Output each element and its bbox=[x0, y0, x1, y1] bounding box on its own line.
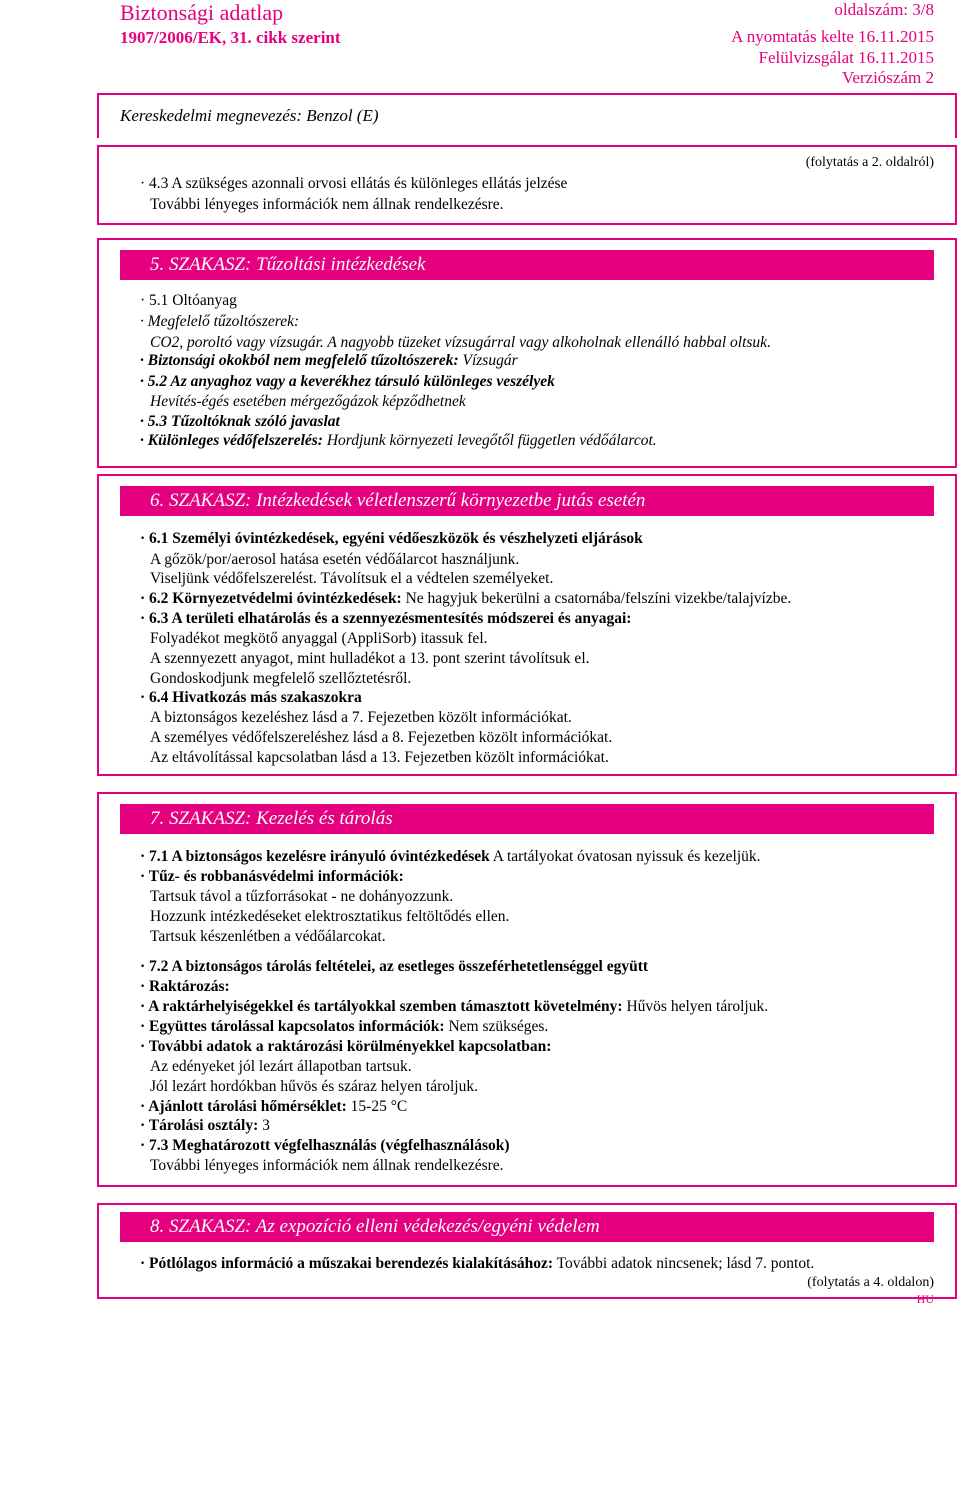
s7-line-8-label: · A raktárhelyiségekkel és tartályokkal szemben támasztott követelmény: bbox=[140, 998, 623, 1015]
s5-line-6: Hevítés-égés esetében mérgezőgázok képződhetnek bbox=[150, 393, 466, 410]
s8-line-1 bbox=[140, 1255, 814, 1273]
language-code: HU bbox=[916, 1292, 934, 1306]
s7-line-13-value: 15-25 °C bbox=[346, 1098, 408, 1115]
s7-line-13-label: · Ajánlott tárolási hőmérséklet: bbox=[140, 1098, 347, 1115]
continued-to: (folytatás a 4. oldalon) bbox=[807, 1275, 934, 1290]
s6-line-4-value: Ne hagyjuk bekerülni a csatornába/felszíni vizekbe/talajvízbe. bbox=[401, 590, 792, 607]
s7-line-11: Az edényeket jól lezárt állapotban tartsuk. bbox=[150, 1058, 412, 1075]
s7-line-14 bbox=[140, 1117, 270, 1135]
s7-line-5: Tartsuk készenlétben a védőálarcokat. bbox=[150, 928, 386, 945]
s4-line-1: · 4.3 A szükséges azonnali orvosi ellátás és különleges ellátás jelzése bbox=[140, 175, 568, 192]
s8-line-1-value: További adatok nincsenek; lásd 7. pontot. bbox=[553, 1255, 815, 1272]
s7-line-1-label: · 7.1 A biztonságos kezelésre irányuló óvintézkedések bbox=[140, 848, 490, 865]
s7-line-10: · További adatok a raktározási körülményekkel kapcsolatban: bbox=[140, 1038, 552, 1055]
trade-name: Kereskedelmi megnevezés: Benzol (E) bbox=[120, 106, 379, 125]
s5-line-5: · 5.2 Az anyaghoz vagy a keverékhez társuló különleges veszélyek bbox=[140, 373, 555, 390]
section-6-title: 6. SZAKASZ: Intézkedések véletlenszerű környezetbe jutás esetén bbox=[120, 486, 934, 516]
s5-line-3: CO2, poroltó vagy vízsugár. A nagyobb tüzeket vízsugárral vagy alkoholnak ellenálló habbal oltsuk. bbox=[150, 334, 771, 351]
section-5-title: 5. SZAKASZ: Tűzoltási intézkedések bbox=[120, 250, 934, 280]
s5-line-8-label: · Különleges védőfelszerelés: bbox=[140, 432, 323, 449]
s4-line-2: További lényeges információk nem állnak rendelkezésre. bbox=[150, 196, 504, 213]
continued-from: (folytatás a 2. oldalról) bbox=[805, 155, 934, 170]
s6-line-9: · 6.4 Hivatkozás más szakaszokra bbox=[140, 689, 362, 706]
s7-line-12: Jól lezárt hordókban hűvös és száraz helyen tároljuk. bbox=[150, 1078, 478, 1095]
s7-line-6: · 7.2 A biztonságos tárolás feltételei, az esetleges összeférhetetlenséggel együtt bbox=[140, 958, 649, 975]
s7-line-1-value: A tartályokat óvatosan nyissuk és kezeljük. bbox=[489, 848, 761, 865]
s6-line-8: Gondoskodjunk megfelelő szellőztetésről. bbox=[150, 670, 412, 687]
s6-line-7: A szennyezett anyagot, mint hulladékot a 13. pont szerint távolítsuk el. bbox=[150, 650, 590, 667]
s5-line-8 bbox=[140, 432, 657, 450]
s5-line-4 bbox=[140, 352, 518, 370]
s6-line-2: A gőzök/por/aerosol hatása esetén védőálarcot használjunk. bbox=[150, 551, 520, 568]
s7-line-8 bbox=[140, 998, 768, 1016]
print-date: A nyomtatás kelte 16.11.2015 bbox=[731, 27, 934, 46]
s6-line-4 bbox=[140, 590, 791, 608]
version: Verziószám 2 bbox=[841, 68, 934, 87]
s7-line-3: Tartsuk távol a tűzforrásokat - ne dohányozzunk. bbox=[150, 888, 454, 905]
s7-line-7: · Raktározás: bbox=[140, 978, 230, 995]
s7-line-16: További lényeges információk nem állnak rendelkezésre. bbox=[150, 1157, 504, 1174]
s6-line-4-label: · 6.2 Környezetvédelmi óvintézkedések: bbox=[140, 590, 402, 607]
s5-line-7: · 5.3 Tűzoltóknak szóló javaslat bbox=[140, 413, 340, 430]
s6-line-11: A személyes védőfelszereléshez lásd a 8. Fejezetben közölt információkat. bbox=[150, 729, 613, 746]
s7-line-13 bbox=[140, 1098, 407, 1116]
s6-line-12: Az eltávolítással kapcsolatban lásd a 13. Fejezetben közölt információkat. bbox=[150, 749, 609, 766]
s7-line-2: · Tűz- és robbanásvédelmi információk: bbox=[140, 868, 404, 885]
s5-line-2: · Megfelelő tűzoltószerek: bbox=[140, 313, 300, 330]
s5-line-4-value: Vízsugár bbox=[458, 352, 518, 369]
s7-line-9-value: Nem szükséges. bbox=[444, 1018, 549, 1035]
s8-line-1-label: · Pótlólagos információ a műszakai berendezés kialakításához: bbox=[140, 1255, 554, 1272]
s7-line-15: · 7.3 Meghatározott végfelhasználás (végfelhasználások) bbox=[140, 1137, 510, 1154]
s7-line-1 bbox=[140, 848, 761, 866]
s6-line-10: A biztonságos kezeléshez lásd a 7. Fejezetben közölt információkat. bbox=[150, 709, 572, 726]
s5-line-1: · 5.1 Oltóanyag bbox=[140, 292, 237, 309]
s6-line-3: Viseljünk védőfelszerelést. Távolítsuk el a védtelen személyeket. bbox=[150, 570, 554, 587]
section-8-title: 8. SZAKASZ: Az expozíció elleni védekezés/egyéni védelem bbox=[120, 1212, 934, 1242]
s7-line-14-label: · Tárolási osztály: bbox=[140, 1117, 259, 1134]
document-title: Biztonsági adatlap bbox=[120, 0, 284, 25]
s7-line-9-label: · Együttes tárolással kapcsolatos információk: bbox=[140, 1018, 445, 1035]
s7-line-4: Hozzunk intézkedéseket elektrosztatikus feltöltődés ellen. bbox=[150, 908, 510, 925]
s6-line-1: · 6.1 Személyi óvintézkedések, egyéni védőeszközök és vészhelyzeti eljárások bbox=[140, 530, 643, 547]
section-7-title: 7. SZAKASZ: Kezelés és tárolás bbox=[120, 804, 934, 834]
page-number: oldalszám: 3/8 bbox=[834, 0, 934, 19]
regulation-ref: 1907/2006/EK, 31. cikk szerint bbox=[120, 28, 341, 47]
s5-line-8-value: Hordjunk környezeti levegőtől független védőálarcot. bbox=[322, 432, 657, 449]
s7-line-14-value: 3 bbox=[258, 1117, 270, 1134]
s6-line-6: Folyadékot megkötő anyaggal (AppliSorb) itassuk fel. bbox=[150, 630, 488, 647]
revision-date: Felülvizsgálat 16.11.2015 bbox=[758, 48, 934, 67]
s7-line-9 bbox=[140, 1018, 548, 1036]
s7-line-8-value: Hűvös helyen tároljuk. bbox=[622, 998, 769, 1015]
s6-line-5: · 6.3 A területi elhatárolás és a szennyezésmentesítés módszerei és anyagai: bbox=[140, 610, 632, 627]
s5-line-4-label: · Biztonsági okokból nem megfelelő tűzoltószerek: bbox=[140, 352, 459, 369]
